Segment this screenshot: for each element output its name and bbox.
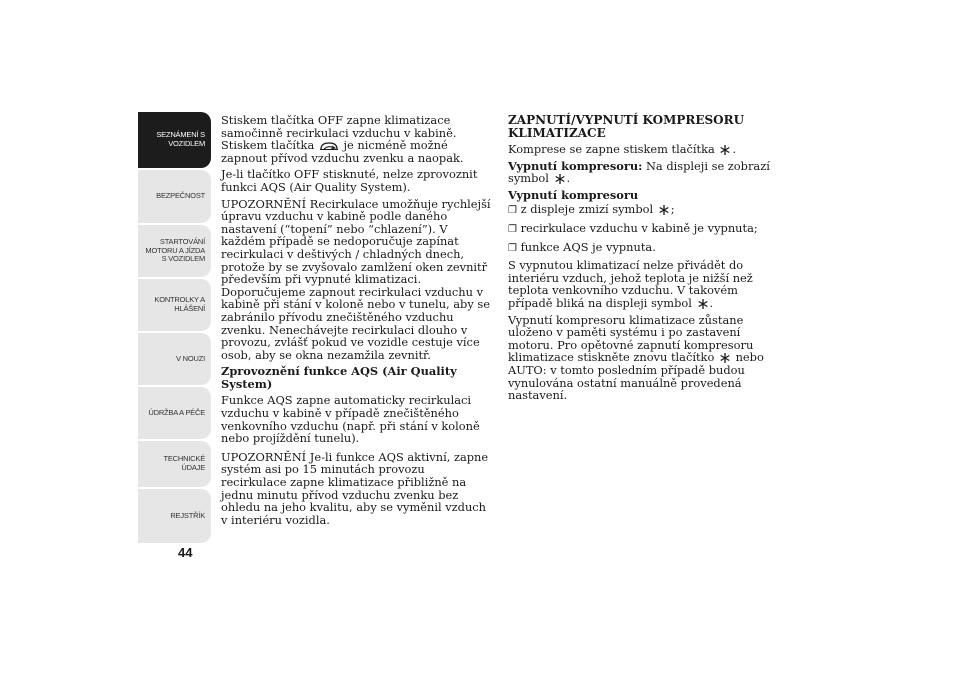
- checkbox-bullet-icon: ❐: [508, 242, 517, 254]
- checkbox-bullet-icon: ❐: [508, 205, 517, 217]
- tab-label: REJSTŘÍK: [170, 510, 205, 520]
- paragraph: UPOZORNĚNÍ Recirkulace umožňuje rychlejší úpravu vzduchu v kabině podle daného nastavení (“topení” nebo “chlazení”). V každém případě se nedoporučuje zapínat recirkulaci v deštivých / chladných dnech, protože by se zvyšovalo zamlžení oken zevnitř především při vypnuté klimatizaci. Doporučujeme zapnout recirkulaci vzduchu v kabině při stání v koloně nebo v tunelu, aby se zabránilo přívodu znečištěného vzduchu zvenku. Nenechávejte recirkulaci dlouho v provozu, zvlášť pokud ve vozidle cestuje více osob, aby se okna nezamžila zevnitř.: [221, 196, 491, 362]
- bullet-item: [508, 222, 778, 237]
- paragraph: Funkce AQS zapne automaticky recirkulaci vzduchu v kabině v případě znečištěného venkovního vzduchu (např. při stání v koloně nebo projíždění tunelu).: [221, 393, 480, 446]
- snowflake-icon: [659, 205, 669, 215]
- text: nebo AUTO: v tomto posledním případě budou vynulována ostatní manuálně provedená nastavení.: [508, 350, 764, 403]
- paragraph: [221, 114, 493, 164]
- text: z displeje zmizí symbol: [520, 202, 654, 217]
- bullet-item: [508, 241, 778, 256]
- tab-bezpecnost[interactable]: [138, 170, 211, 223]
- left-column: [221, 114, 493, 530]
- text: Na displeji se zobrazí symbol: [508, 158, 770, 186]
- tab-udrzba[interactable]: [138, 387, 211, 439]
- recirculation-icon: [319, 141, 339, 151]
- text: funkce AQS je vypnuta.: [520, 239, 656, 254]
- subheading: Vypnutí kompresoru: [508, 187, 639, 202]
- paragraph: [508, 314, 778, 402]
- snowflake-icon: [720, 353, 730, 363]
- tab-label: TECHNICKÉ ÚDAJE: [163, 454, 205, 472]
- label: Vypnutí kompresoru:: [508, 158, 643, 173]
- tab-kontrolky[interactable]: [138, 279, 211, 331]
- snowflake-icon: [720, 145, 730, 155]
- snowflake-icon: [555, 174, 565, 184]
- tab-label: BEZPEČNOST: [156, 191, 205, 201]
- tab-v-nouzi[interactable]: [138, 333, 211, 385]
- tab-label: STARTOVÁNÍ MOTORU A JÍZDA S VOZIDLEM: [145, 237, 205, 264]
- tab-label: SEZNÁMENÍ S VOZIDLEM: [156, 130, 205, 148]
- tab-label: ÚDRŽBA A PÉČE: [148, 407, 205, 417]
- bullet-item: ❐ z displeje zmizí symbol ;: [508, 202, 675, 217]
- tab-label: V NOUZI: [175, 353, 205, 363]
- paragraph: Komprese se zapne stiskem tlačítka .: [508, 142, 737, 156]
- tab-startovani[interactable]: [138, 225, 211, 277]
- text: Stiskem tlačítka OFF zapne klimatizace samočinně recirkulaci vzduchu v kabině. Stiskem tlačítka: [221, 113, 457, 153]
- text: Komprese se zapne stiskem tlačítka: [508, 142, 715, 156]
- paragraph: Vypnutí kompresoru: Na displeji se zobrazí symbol .: [508, 158, 770, 186]
- text: je nicméně možné zapnout přívod vzduchu zvenku a naopak.: [221, 138, 464, 165]
- tab-seznameni[interactable]: [138, 112, 211, 168]
- tab-label: KONTROLKY A HLÁŠENÍ: [154, 295, 205, 313]
- text: S vypnutou klimatizací nelze přivádět do interiéru vzduch, jehož teplota je nižší než teplota venkovního vzduchu. V takovém případě bliká na displeji symbol: [508, 258, 753, 310]
- snowflake-icon: [698, 299, 708, 309]
- section-title: ZAPNUTÍ/VYPNUTÍ KOMPRESORU KLIMATIZACE: [508, 113, 745, 140]
- paragraph: S vypnutou klimatizací nelze přivádět do interiéru vzduch, jehož teplota je nižší než teplota venkovního vzduchu. V takovém případě bliká na displeji symbol .: [508, 258, 753, 310]
- tab-technicke[interactable]: [138, 441, 211, 487]
- section-heading: Zprovoznění funkce AQS (Air Quality System): [221, 364, 457, 391]
- paragraph: UPOZORNĚNÍ Je-li funkce AQS aktivní, zapne systém asi po 15 minutách provozu recirkulace zapne klimatizace přibližně na jednu minutu přívod vzduchu zvenku bez ohledu na jeho kvalitu, aby se vyměnil vzduch v interiéru vozidla.: [221, 449, 489, 527]
- text: recirkulace vzduchu v kabině je vypnuta;: [520, 220, 758, 235]
- tab-rejstrik[interactable]: [138, 489, 211, 543]
- paragraph: Je-li tlačítko OFF stisknuté, nelze zprovoznit funkci AQS (Air Quality System).: [221, 167, 478, 194]
- page-number: 44: [178, 545, 193, 560]
- right-column: [508, 114, 778, 406]
- checkbox-bullet-icon: ❐: [508, 223, 517, 235]
- text: Vypnutí kompresoru klimatizace zůstane uloženo v paměti systému i po zastavení motoru. Pro opětovné zapnutí kompresoru klimatizace stiskněte znovu tlačítko: [508, 312, 754, 365]
